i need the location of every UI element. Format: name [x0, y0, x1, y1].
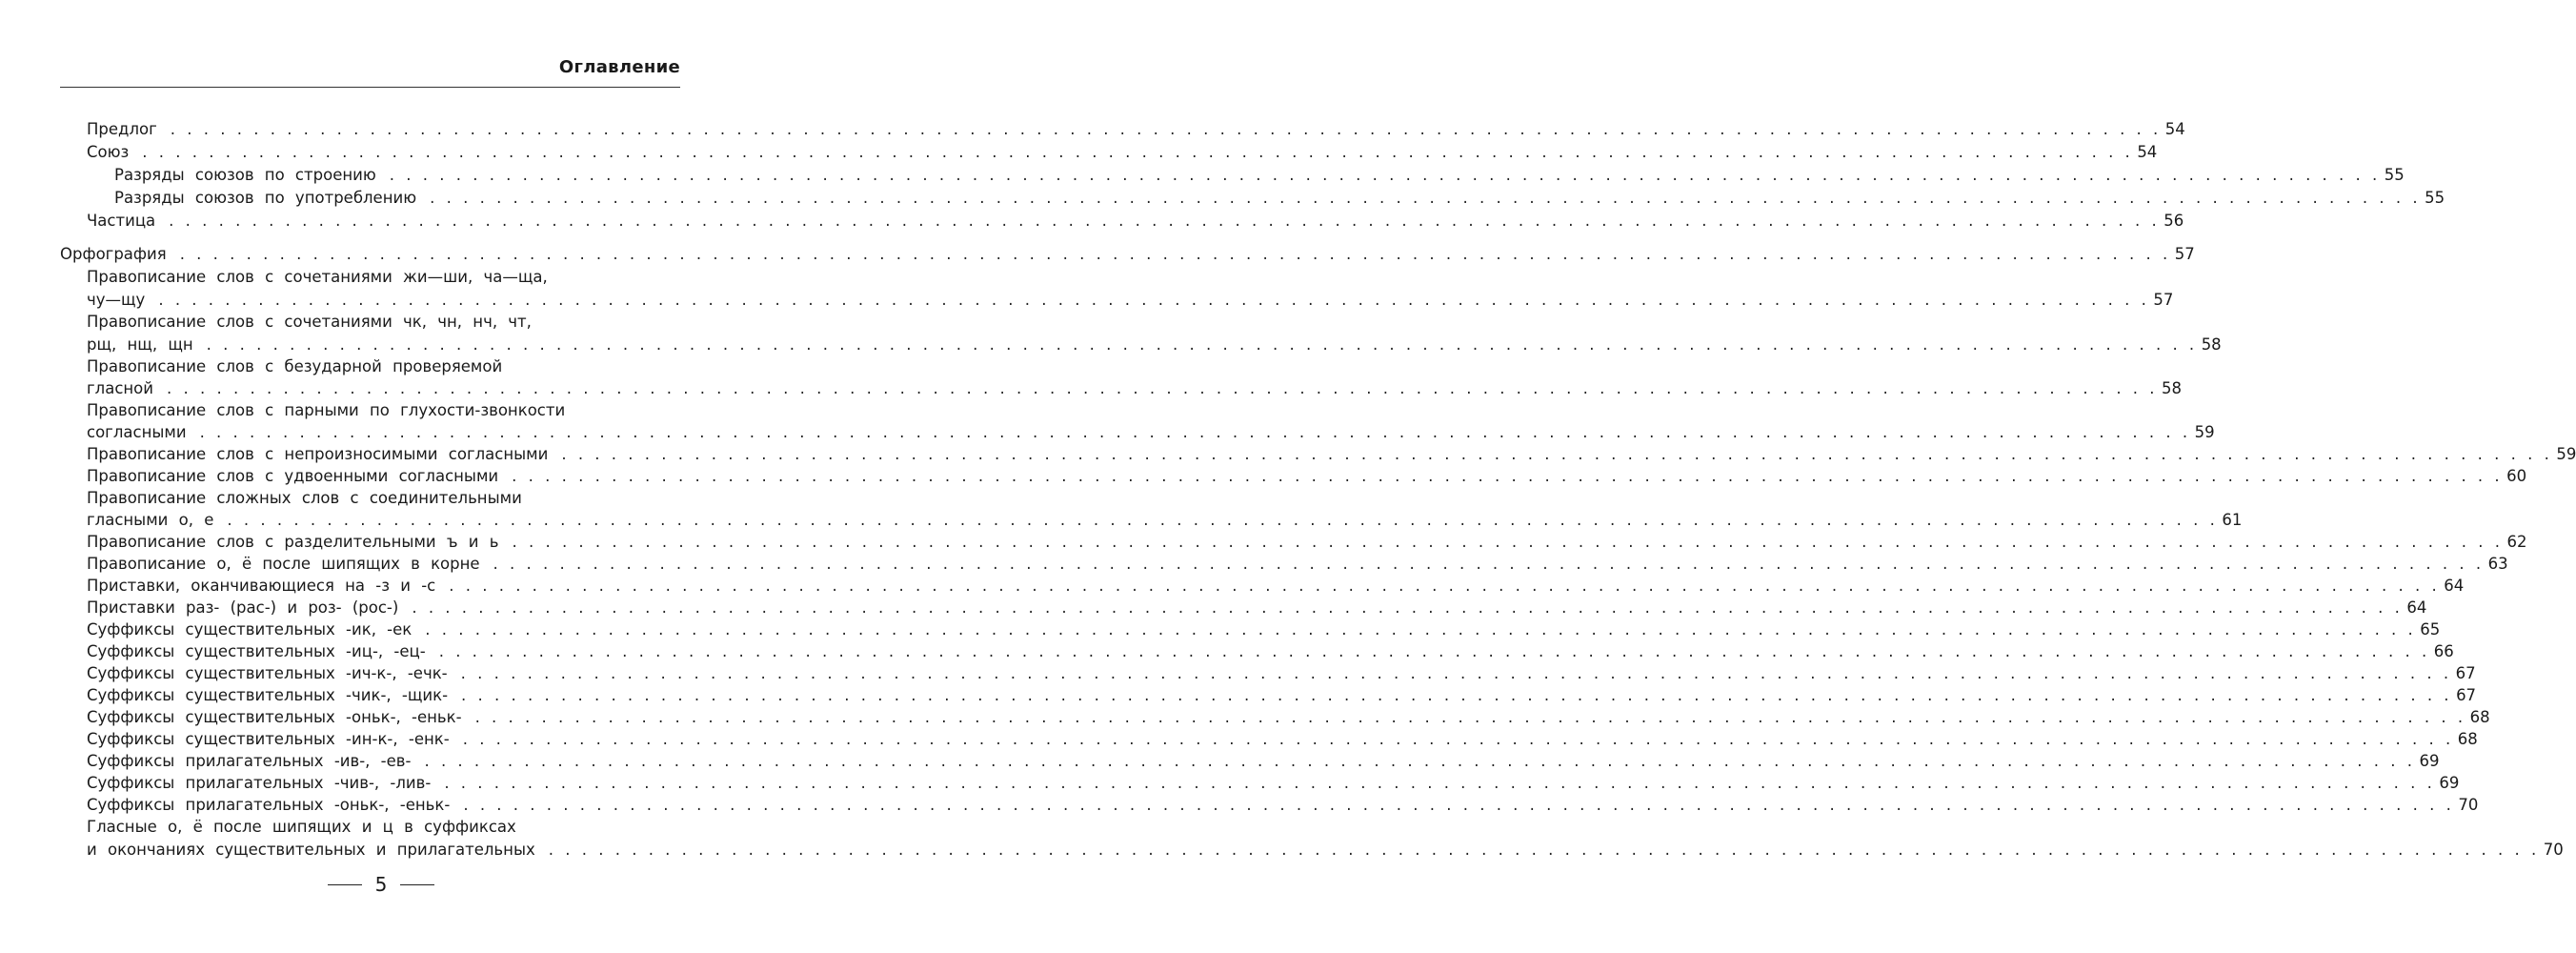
toc-entry: [114, 164, 2405, 187]
toc-entry: [87, 575, 2465, 598]
toc-dot-leader: . . . . . . . . . . . . . . . . . . . . . . . . . . . . . . . . . . . . . . . . . . . . . . . . . . . . . . . . . . . . . . . . . . . . . . . . . . . . . . . . . . . . . . . . . . . . . . . . . . . . . . . . . . . . . . . . . . . . . . . .: [412, 598, 2404, 617]
toc-entry-page: 57: [2174, 245, 2195, 263]
toc-entry-title: Правописание о, ё после шипящих в корне: [87, 555, 480, 573]
page-number: 5: [374, 873, 388, 896]
toc-entry-title: рщ, нщ, щн: [87, 335, 193, 354]
toc-entry: [87, 509, 2243, 532]
toc-dot-leader: . . . . . . . . . . . . . . . . . . . . . . . . . . . . . . . . . . . . . . . . . . . . . . . . . . . . . . . . . . . . . . . . . . . . . . . . . . . . . . . . . . . . . . . . . . . . . . . . . . . . . . . . . . . . . . . . . . . . . . . .: [199, 423, 2191, 441]
toc-dot-leader: . . . . . . . . . . . . . . . . . . . . . . . . . . . . . . . . . . . . . . . . . . . . . . . . . . . . . . . . . . . . . . . . . . . . . . . . . . . . . . . . . . . . . . . . . . . . . . . . . . . . . . . . . . . . . . . . . . . . . . . .: [167, 379, 2159, 397]
toc-entry: [87, 487, 680, 510]
toc-entry: [87, 640, 2454, 663]
toc-entry-page: 67: [2456, 686, 2477, 704]
toc-entry-page: 64: [2444, 577, 2465, 595]
toc-entry-title: Правописание слов с удвоенными согласными: [87, 467, 499, 485]
toc-dot-leader: . . . . . . . . . . . . . . . . . . . . . . . . . . . . . . . . . . . . . . . . . . . . . . . . . . . . . . . . . . . . . . . . . . . . . . . . . . . . . . . . . . . . . . . . . . . . . . . . . . . . . . . . . . . . . . . . . . . . . . . .: [548, 841, 2540, 859]
toc-dot-leader: . . . . . . . . . . . . . . . . . . . . . . . . . . . . . . . . . . . . . . . . . . . . . . . . . . . . . . . . . . . . . . . . . . . . . . . . . . . . . . . . . . . . . . . . . . . . . . . . . . . . . . . . . . . . . . . . . . . . . . . .: [142, 143, 2134, 161]
toc-entry-title: Правописание слов с сочетаниями чк, чн, нч, чт,: [87, 313, 532, 331]
toc-entry: [87, 311, 680, 334]
toc-entry-title: гласными о, е: [87, 511, 214, 529]
toc-dot-leader: . . . . . . . . . . . . . . . . . . . . . . . . . . . . . . . . . . . . . . . . . . . . . . . . . . . . . . . . . . . . . . . . . . . . . . . . . . . . . . . . . . . . . . . . . . . . . . . . . . . . . . . . . . . . . . . . . . . . . . . .: [424, 752, 2416, 770]
toc-entry-page: 64: [2406, 598, 2427, 617]
toc-dot-leader: . . . . . . . . . . . . . . . . . . . . . . . . . . . . . . . . . . . . . . . . . . . . . . . . . . . . . . . . . . . . . . . . . . . . . . . . . . . . . . . . . . . . . . . . . . . . . . . . . . . . . . . . . . . . . . . . . . . . . . . .: [512, 533, 2504, 551]
toc-entry-page: 61: [2222, 511, 2243, 529]
footer-dash-right: [400, 884, 434, 885]
toc-dot-leader: . . . . . . . . . . . . . . . . . . . . . . . . . . . . . . . . . . . . . . . . . . . . . . . . . . . . . . . . . . . . . . . . . . . . . . . . . . . . . . . . . . . . . . . . . . . . . . . . . . . . . . . . . . . . . . . . . . . . . . . .: [425, 620, 2417, 639]
toc-entry-page: 58: [2162, 379, 2183, 397]
toc-dot-leader: . . . . . . . . . . . . . . . . . . . . . . . . . . . . . . . . . . . . . . . . . . . . . . . . . . . . . . . . . . . . . . . . . . . . . . . . . . . . . . . . . . . . . . . . . . . . . . . . . . . . . . . . . . . . . . . . . . . . . . . .: [460, 664, 2452, 682]
toc-entry: [87, 465, 2527, 488]
toc-dot-leader: . . . . . . . . . . . . . . . . . . . . . . . . . . . . . . . . . . . . . . . . . . . . . . . . . . . . . . . . . . . . . . . . . . . . . . . . . . . . . . . . . . . . . . . . . . . . . . . . . . . . . . . . . . . . . . . . . . . . . . . .: [462, 730, 2454, 748]
toc-entry-title: Правописание слов с безударной проверяемой: [87, 357, 503, 375]
toc-entry-title: Суффиксы существительных -ин-к-, -енк-: [87, 730, 450, 748]
toc-entry: [87, 684, 2477, 707]
toc-entry-title: Суффиксы существительных -оньк-, -еньк-: [87, 708, 462, 726]
toc-entry: [87, 210, 2184, 233]
toc-entry-page: 63: [2487, 555, 2508, 573]
toc-entry-title: Правописание слов с сочетаниями жи—ши, ча—ща,: [87, 268, 548, 286]
toc-entry: [87, 728, 2478, 751]
toc-entry-title: Орфография: [60, 245, 167, 263]
toc-entry-title: Правописание слов с непроизносимыми согласными: [87, 445, 549, 463]
toc-entry-title: Предлог: [87, 120, 157, 138]
toc-entry-page: 69: [2439, 774, 2460, 792]
toc-entry: [87, 141, 2158, 164]
toc-entry: [87, 355, 680, 378]
toc-entry-title: Частица: [87, 212, 156, 230]
toc-dot-leader: . . . . . . . . . . . . . . . . . . . . . . . . . . . . . . . . . . . . . . . . . . . . . . . . . . . . . . . . . . . . . . . . . . . . . . . . . . . . . . . . . . . . . . . . . . . . . . . . . . . . . . . . . . . . . . . . . . . . . . . .: [179, 245, 2171, 263]
toc-entry-page: 62: [2506, 533, 2527, 551]
toc-dot-leader: . . . . . . . . . . . . . . . . . . . . . . . . . . . . . . . . . . . . . . . . . . . . . . . . . . . . . . . . . . . . . . . . . . . . . . . . . . . . . . . . . . . . . . . . . . . . . . . . . . . . . . . . . . . . . . . . . . . . . . . .: [227, 511, 2219, 529]
toc-entry: [87, 118, 2185, 141]
toc-entry-title: и окончаниях существительных и прилагательных: [87, 841, 535, 859]
toc-entry-page: 66: [2433, 642, 2454, 660]
toc-dot-leader: . . . . . . . . . . . . . . . . . . . . . . . . . . . . . . . . . . . . . . . . . . . . . . . . . . . . . . . . . . . . . . . . . . . . . . . . . . . . . . . . . . . . . . . . . . . . . . . . . . . . . . . . . . . . . . . . . . . . . . . .: [444, 774, 2436, 792]
toc-entry-page: 70: [2543, 841, 2564, 859]
toc-entry-page: 58: [2201, 335, 2222, 354]
toc-entry-page: 56: [2163, 212, 2184, 230]
toc-dot-leader: . . . . . . . . . . . . . . . . . . . . . . . . . . . . . . . . . . . . . . . . . . . . . . . . . . . . . . . . . . . . . . . . . . . . . . . . . . . . . . . . . . . . . . . . . . . . . . . . . . . . . . . . . . . . . . . . . . . . . . . .: [430, 189, 2422, 207]
toc-entry-title: Гласные о, ё после шипящих и ц в суффиксах: [87, 818, 516, 836]
toc-entry-page: 59: [2556, 445, 2576, 463]
toc-dot-leader: . . . . . . . . . . . . . . . . . . . . . . . . . . . . . . . . . . . . . . . . . . . . . . . . . . . . . . . . . . . . . . . . . . . . . . . . . . . . . . . . . . . . . . . . . . . . . . . . . . . . . . . . . . . . . . . . . . . . . . . .: [493, 555, 2485, 573]
toc-entry-title: Правописание сложных слов с соединительными: [87, 489, 522, 507]
toc-entry: [87, 289, 2174, 312]
toc-entry-page: 65: [2420, 620, 2441, 639]
toc-entry-title: Разряды союзов по строению: [114, 166, 376, 184]
toc-entry-page: 55: [2425, 189, 2445, 207]
toc-entry-title: Союз: [87, 143, 130, 161]
page-title: Оглавление: [558, 57, 680, 77]
page-footer: [0, 873, 762, 896]
toc-entry: [87, 377, 2183, 400]
toc-entry: [87, 839, 2564, 862]
header-divider: [60, 87, 680, 88]
toc-entry-page: 68: [2457, 730, 2478, 748]
toc-entry-page: 54: [2137, 143, 2158, 161]
toc-entry-title: согласными: [87, 423, 187, 441]
footer-dash-left: [328, 884, 362, 885]
toc-entry: [87, 399, 680, 422]
toc-entry: [87, 794, 2479, 817]
toc-entry-title: Приставки раз- (рас-) и роз- (рос-): [87, 598, 399, 617]
toc-entry: [87, 706, 2490, 729]
toc-dot-leader: . . . . . . . . . . . . . . . . . . . . . . . . . . . . . . . . . . . . . . . . . . . . . . . . . . . . . . . . . . . . . . . . . . . . . . . . . . . . . . . . . . . . . . . . . . . . . . . . . . . . . . . . . . . . . . . . . . . . . . . .: [169, 212, 2161, 230]
toc-dot-leader: . . . . . . . . . . . . . . . . . . . . . . . . . . . . . . . . . . . . . . . . . . . . . . . . . . . . . . . . . . . . . . . . . . . . . . . . . . . . . . . . . . . . . . . . . . . . . . . . . . . . . . . . . . . . . . . . . . . . . . . .: [461, 686, 2453, 704]
toc-entry: [87, 553, 2508, 576]
toc-dot-leader: . . . . . . . . . . . . . . . . . . . . . . . . . . . . . . . . . . . . . . . . . . . . . . . . . . . . . . . . . . . . . . . . . . . . . . . . . . . . . . . . . . . . . . . . . . . . . . . . . . . . . . . . . . . . . . . . . . . . . . . .: [158, 291, 2150, 309]
toc-dot-leader: . . . . . . . . . . . . . . . . . . . . . . . . . . . . . . . . . . . . . . . . . . . . . . . . . . . . . . . . . . . . . . . . . . . . . . . . . . . . . . . . . . . . . . . . . . . . . . . . . . . . . . . . . . . . . . . . . . . . . . . .: [512, 467, 2504, 485]
toc-entry: [87, 531, 2527, 554]
toc-entry-title: Суффиксы существительных -иц-, -ец-: [87, 642, 426, 660]
toc-entry-title: Приставки, оканчивающиеся на -з и -с: [87, 577, 436, 595]
toc-entry: [87, 662, 2476, 685]
toc-entry: [87, 750, 2440, 773]
toc-dot-leader: . . . . . . . . . . . . . . . . . . . . . . . . . . . . . . . . . . . . . . . . . . . . . . . . . . . . . . . . . . . . . . . . . . . . . . . . . . . . . . . . . . . . . . . . . . . . . . . . . . . . . . . . . . . . . . . . . . . . . . . .: [438, 642, 2430, 660]
toc-entry: [87, 266, 680, 289]
toc-dot-leader: . . . . . . . . . . . . . . . . . . . . . . . . . . . . . . . . . . . . . . . . . . . . . . . . . . . . . . . . . . . . . . . . . . . . . . . . . . . . . . . . . . . . . . . . . . . . . . . . . . . . . . . . . . . . . . . . . . . . . . . .: [389, 166, 2381, 184]
toc-entry-title: Правописание слов с разделительными ъ и ь: [87, 533, 499, 551]
toc-dot-leader: . . . . . . . . . . . . . . . . . . . . . . . . . . . . . . . . . . . . . . . . . . . . . . . . . . . . . . . . . . . . . . . . . . . . . . . . . . . . . . . . . . . . . . . . . . . . . . . . . . . . . . . . . . . . . . . . . . . . . . . .: [561, 445, 2553, 463]
toc-entry-title: Суффиксы прилагательных -ив-, -ев-: [87, 752, 412, 770]
toc-dot-leader: . . . . . . . . . . . . . . . . . . . . . . . . . . . . . . . . . . . . . . . . . . . . . . . . . . . . . . . . . . . . . . . . . . . . . . . . . . . . . . . . . . . . . . . . . . . . . . . . . . . . . . . . . . . . . . . . . . . . . . . .: [463, 796, 2455, 814]
toc-entry: [60, 243, 2195, 266]
toc-entry-title: Суффиксы существительных -ич-к-, -ечк-: [87, 664, 448, 682]
toc-entry-title: Суффиксы прилагательных -оньк-, -еньк-: [87, 796, 451, 814]
toc-entry-title: Суффиксы прилагательных -чив-, -лив-: [87, 774, 432, 792]
toc-entry-page: 60: [2506, 467, 2527, 485]
toc-entry-page: 67: [2455, 664, 2476, 682]
toc-entry: [87, 816, 680, 839]
toc-entry: [87, 618, 2441, 641]
toc-entry-title: Суффиксы существительных -ик, -ек: [87, 620, 413, 639]
toc-entry: [87, 421, 2215, 444]
toc-entry-page: 68: [2469, 708, 2490, 726]
toc-dot-leader: . . . . . . . . . . . . . . . . . . . . . . . . . . . . . . . . . . . . . . . . . . . . . . . . . . . . . . . . . . . . . . . . . . . . . . . . . . . . . . . . . . . . . . . . . . . . . . . . . . . . . . . . . . . . . . . . . . . . . . . .: [474, 708, 2466, 726]
toc-entry-title: Разряды союзов по употреблению: [114, 189, 417, 207]
toc-entry: [87, 334, 2222, 356]
toc-dot-leader: . . . . . . . . . . . . . . . . . . . . . . . . . . . . . . . . . . . . . . . . . . . . . . . . . . . . . . . . . . . . . . . . . . . . . . . . . . . . . . . . . . . . . . . . . . . . . . . . . . . . . . . . . . . . . . . . . . . . . . . .: [449, 577, 2441, 595]
toc-entry-page: 55: [2384, 166, 2405, 184]
toc-entry-page: 54: [2164, 120, 2185, 138]
toc-entry-title: чу—щу: [87, 291, 146, 309]
toc-entry-title: Суффиксы существительных -чик-, -щик-: [87, 686, 449, 704]
toc-entry: [87, 597, 2427, 619]
toc-entry: [87, 443, 2576, 466]
toc-entry-title: Правописание слов с парными по глухости-звонкости: [87, 401, 566, 419]
toc-dot-leader: . . . . . . . . . . . . . . . . . . . . . . . . . . . . . . . . . . . . . . . . . . . . . . . . . . . . . . . . . . . . . . . . . . . . . . . . . . . . . . . . . . . . . . . . . . . . . . . . . . . . . . . . . . . . . . . . . . . . . . . .: [170, 120, 2162, 138]
toc-entry-title: гласной: [87, 379, 154, 397]
toc-entry-page: 70: [2458, 796, 2479, 814]
toc-entry: [114, 187, 2445, 210]
toc-entry-page: 69: [2419, 752, 2440, 770]
toc-entry-page: 59: [2194, 423, 2215, 441]
toc-entry-page: 57: [2153, 291, 2174, 309]
toc-dot-leader: . . . . . . . . . . . . . . . . . . . . . . . . . . . . . . . . . . . . . . . . . . . . . . . . . . . . . . . . . . . . . . . . . . . . . . . . . . . . . . . . . . . . . . . . . . . . . . . . . . . . . . . . . . . . . . . . . . . . . . . .: [206, 335, 2198, 354]
toc-entry: [87, 772, 2460, 795]
